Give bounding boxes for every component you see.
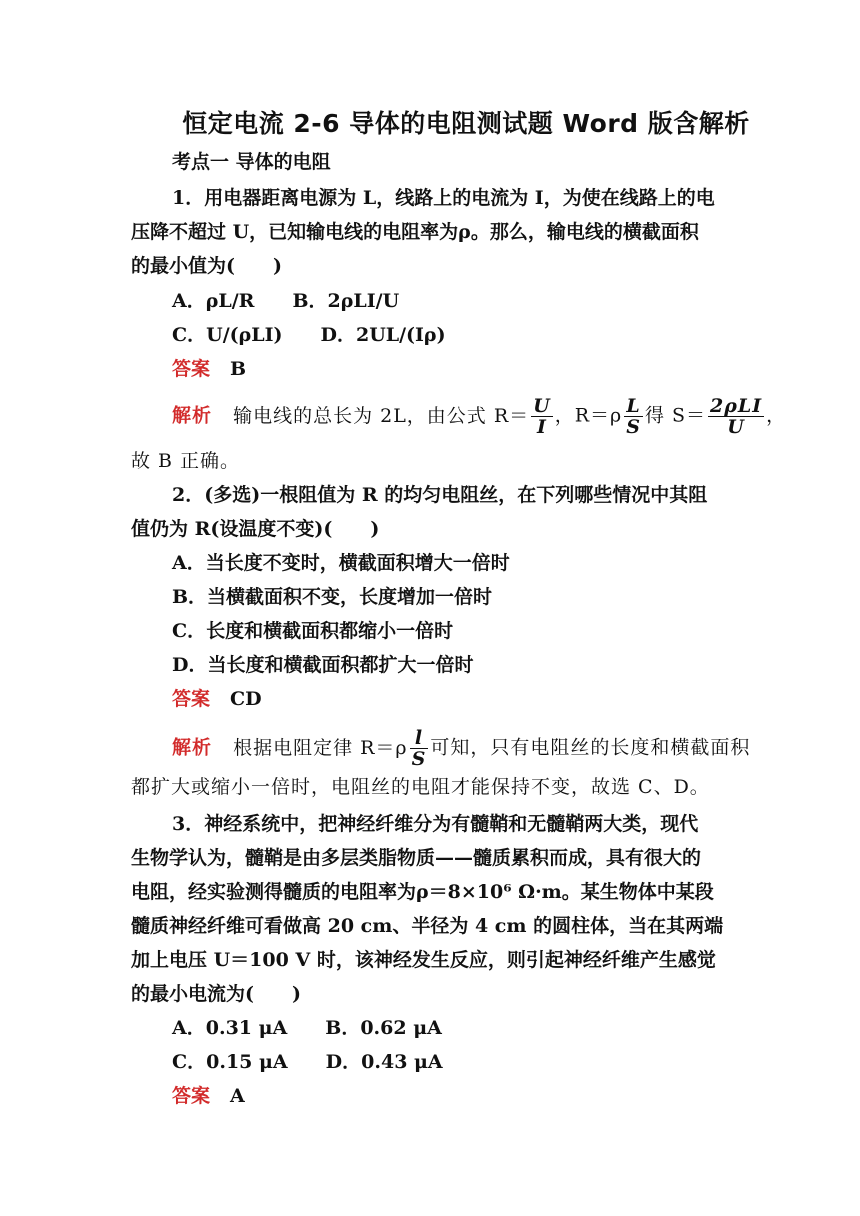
explanation-text-mid2: 得 S＝ [644,404,707,427]
q2-option-b: B．当横截面积不变，长度增加一倍时 [172,586,493,608]
answer-value: CD [230,688,262,710]
fraction-2rhoLI-over-u: $\frac{\text{2ρLI}}{U}$ [710,395,763,438]
explanation-text-post: 可知，只有电阻丝的长度和横截面积 [430,736,751,759]
explanation-text-pre: 根据电阻定律 R＝ρ [233,736,408,759]
q3-options-cd: C．0.15 μA D．0.43 μA [172,1051,443,1073]
q3-answer [172,1084,245,1108]
q1-text-line1: 1．用电器距离电源为 L，线路上的电流为 I，为使在线路上的电 [172,187,715,209]
q3-text-line5: 加上电压 U＝100 V 时，该神经发生反应，则引起神经纤维产生感觉 [131,949,716,971]
q1-explanation [172,396,786,437]
answer-value: A [230,1085,245,1107]
q2-explanation-line2: 都扩大或缩小一倍时，电阻丝的电阻才能保持不变，故选 C、D。 [131,776,710,798]
q3-text-line6: 的最小电流为( ) [131,983,301,1005]
answer-label: 答案 [172,688,211,710]
fraction-u-over-i: $\frac{U}{I}$ [533,395,551,438]
q3-options-ab: A．0.31 μA B．0.62 μA [172,1017,442,1039]
explanation-text-end: ， [766,404,787,427]
fraction-l-over-s: $\frac{l}{S}$ [411,727,427,770]
q2-text-line2: 值仍为 R(设温度不变)( ) [131,518,380,540]
q1-answer [172,357,246,381]
q2-option-c: C．长度和横截面积都缩小一倍时 [172,620,454,642]
q1-text-line2: 压降不超过 U，已知输电线的电阻率为ρ。那么，输电线的横截面积 [131,221,699,243]
explanation-text-mid1: ，R＝ρ [554,404,623,427]
q1-explanation-line2: 故 B 正确。 [131,450,241,472]
q3-text-line3: 电阻，经实验测得髓质的电阻率为ρ＝8×10⁶ Ω·m。某生物体中某段 [131,881,714,903]
explanation-text-pre: 输电线的总长为 2L，由公式 R＝ [233,404,530,427]
q2-option-d: D．当长度和横截面积都扩大一倍时 [172,654,474,676]
q2-explanation [172,728,750,769]
page-title: 恒定电流 2-6 导体的电阻测试题 Word 版含解析 [182,109,750,138]
q1-options-ab: A．ρL/R B．2ρLI/U [172,290,400,312]
explanation-label: 解析 [172,736,213,759]
section-heading: 考点一 导体的电阻 [172,151,331,173]
q3-text-line1: 3．神经系统中，把神经纤维分为有髓鞘和无髓鞘两大类，现代 [172,813,699,835]
q2-text-line1: 2．(多选)一根阻值为 R 的均匀电阻丝，在下列哪些情况中其阻 [172,484,708,506]
q1-text-line3: 的最小值为( ) [131,255,282,277]
answer-value: B [230,358,247,380]
fraction-l-over-s: $\frac{L}{S}$ [626,395,641,438]
answer-label: 答案 [172,358,211,380]
explanation-label: 解析 [172,404,213,427]
q3-text-line2: 生物学认为，髓鞘是由多层类脂物质——髓质累积而成，具有很大的 [131,847,702,869]
q2-option-a: A．当长度不变时，横截面积增大一倍时 [172,552,510,574]
answer-label: 答案 [172,1085,211,1107]
q3-text-line4: 髓质神经纤维可看做高 20 cm、半径为 4 cm 的圆柱体，当在其两端 [131,915,724,937]
q1-options-cd: C．U/(ρLI) D．2UL/(Iρ) [172,324,446,346]
q2-answer [172,687,262,711]
